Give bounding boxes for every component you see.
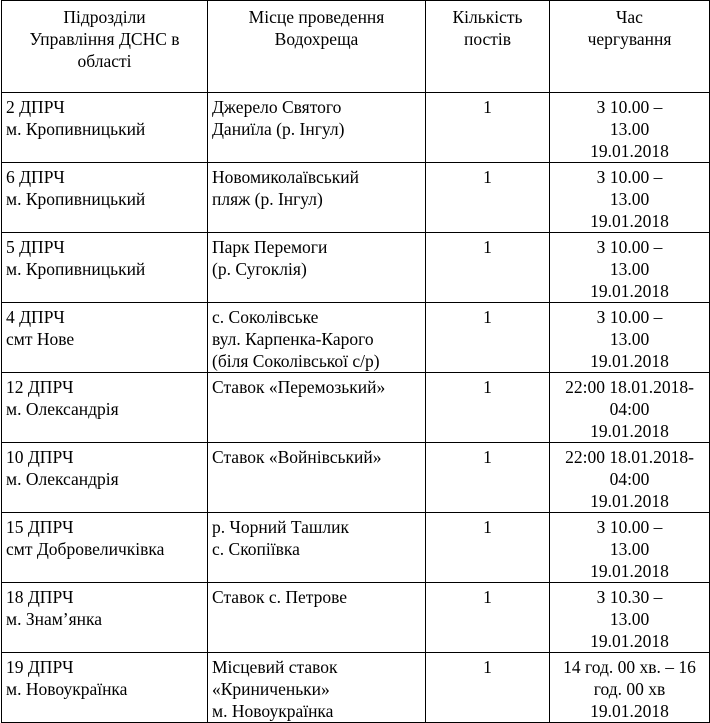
unit-cell: 4 ДПРЧ смт Нове	[2, 303, 208, 373]
unit-cell: 18 ДПРЧ м. Знам’янка	[2, 583, 208, 653]
place-cell: Ставок «Перемозький»	[208, 373, 426, 443]
posts-cell: 1	[426, 443, 550, 513]
unit-cell: 2 ДПРЧ м. Кропивницький	[2, 93, 208, 163]
table-row	[2, 303, 710, 373]
unit-cell: 15 ДПРЧ смт Добровеличківка	[2, 513, 208, 583]
unit-cell: 19 ДПРЧ м. Новоукраїнка	[2, 653, 208, 723]
unit-cell: 6 ДПРЧ м. Кропивницький	[2, 163, 208, 233]
table-header-row	[2, 1, 710, 93]
header-units: Підрозділи Управління ДСНС в області	[2, 1, 208, 93]
time-cell: З 10.00 – 13.00 19.01.2018	[550, 303, 710, 373]
header-posts: Кількість постів	[426, 1, 550, 93]
table-row	[2, 653, 710, 723]
posts-cell: 1	[426, 653, 550, 723]
place-cell: Парк Перемоги (р. Сугоклія)	[208, 233, 426, 303]
table-row	[2, 443, 710, 513]
unit-cell: 10 ДПРЧ м. Олександрія	[2, 443, 208, 513]
posts-cell: 1	[426, 513, 550, 583]
time-cell: 22:00 18.01.2018- 04:00 19.01.2018	[550, 373, 710, 443]
table-row	[2, 233, 710, 303]
time-cell: 14 год. 00 хв. – 16 год. 00 хв 19.01.2018	[550, 653, 710, 723]
place-cell: Новомиколаївський пляж (р. Інгул)	[208, 163, 426, 233]
place-cell: Ставок «Войнівський»	[208, 443, 426, 513]
place-cell: р. Чорний Ташлик с. Скопіївка	[208, 513, 426, 583]
unit-cell: 12 ДПРЧ м. Олександрія	[2, 373, 208, 443]
time-cell: З 10.30 – 13.00 19.01.2018	[550, 583, 710, 653]
table-row	[2, 163, 710, 233]
time-cell: З 10.00 – 13.00 19.01.2018	[550, 93, 710, 163]
posts-cell: 1	[426, 583, 550, 653]
place-cell: с. Соколівське вул. Карпенка-Карого (біля Соколівської с/р)	[208, 303, 426, 373]
unit-cell: 5 ДПРЧ м. Кропивницький	[2, 233, 208, 303]
time-cell: З 10.00 – 13.00 19.01.2018	[550, 513, 710, 583]
table-row	[2, 93, 710, 163]
duty-schedule-table	[1, 0, 710, 723]
header-place: Місце проведення Водохреща	[208, 1, 426, 93]
place-cell: Місцевий ставок «Криниченьки» м. Новоукраїнка	[208, 653, 426, 723]
place-cell: Джерело Святого Даниїла (р. Інгул)	[208, 93, 426, 163]
posts-cell: 1	[426, 93, 550, 163]
place-cell: Ставок с. Петрове	[208, 583, 426, 653]
time-cell: З 10.00 – 13.00 19.01.2018	[550, 233, 710, 303]
time-cell: 22:00 18.01.2018- 04:00 19.01.2018	[550, 443, 710, 513]
time-cell: З 10.00 – 13.00 19.01.2018	[550, 163, 710, 233]
posts-cell: 1	[426, 163, 550, 233]
table-row	[2, 373, 710, 443]
posts-cell: 1	[426, 373, 550, 443]
header-time: Час чергування	[550, 1, 710, 93]
table-row	[2, 583, 710, 653]
table-row	[2, 513, 710, 583]
posts-cell: 1	[426, 233, 550, 303]
posts-cell: 1	[426, 303, 550, 373]
